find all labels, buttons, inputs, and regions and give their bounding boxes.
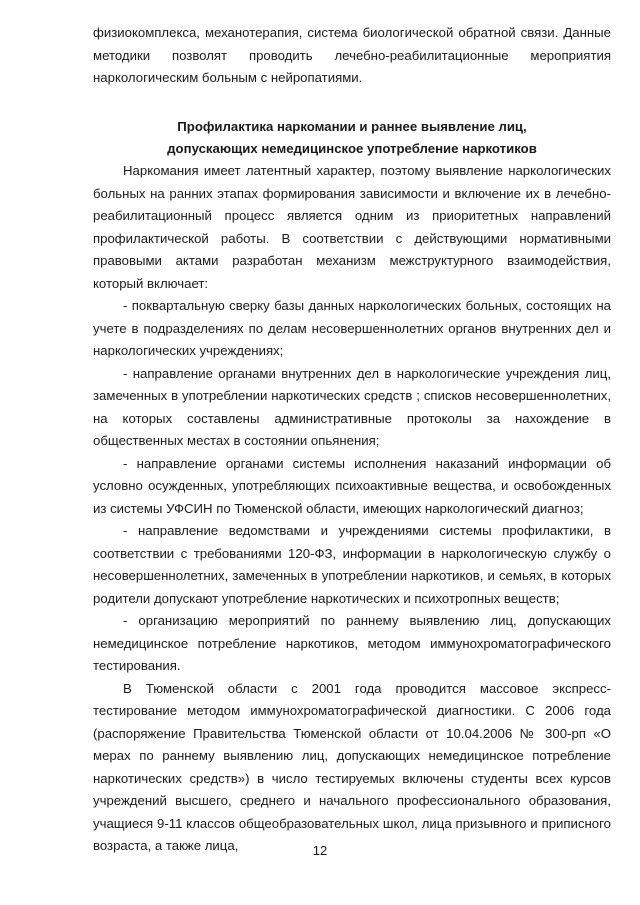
list-item-4: - направление ведомствами и учреждениями системы профилактики, в соответствии с требованиями 120-ФЗ, информации в наркологическую службу о несовершеннолетних, замеченных в употреблении наркотиков, и семьях, в которых родители допускают употребление наркотических и психотропных веществ; (93, 523, 611, 606)
list-item-5: - организацию мероприятий по раннему выявлению лиц, допускающих немедицинское потребление наркотиков, методом иммунохроматографического тестирования. (93, 613, 611, 673)
paragraph-1: Наркомания имеет латентный характер, поэтому выявление наркологических больных на ранних этапах формирования зависимости и включение их в лечебно-реабилитационный процесс является одним из приоритетных направлений профилактической работы. В соответствии с действующими нормативными правовыми актами разработан механизм межструктурного взаимодействия, который включает: (93, 163, 611, 291)
list-item-1: - поквартальную сверку базы данных наркологических больных, состоящих на учете в подразделениях по делам несовершеннолетних органов внутренних дел и наркологических учреждениях; (93, 298, 611, 358)
section-heading-line-1: Профилактика наркомании и раннее выявление лиц, (177, 119, 527, 134)
body-text (93, 160, 611, 858)
page-number: 12 (312, 843, 328, 858)
list-item-3: - направление органами системы исполнения наказаний информации об условно осужденных, употребляющих психоактивные вещества, и освобожденных из системы УФСИН по Тюменской области, имеющих наркологический диагноз; (93, 455, 611, 516)
list-item-2: - направление органами внутренних дел в наркологические учреждения лиц, замеченных в употреблении наркотических средств ; списков несовершеннолетних, на которых составлены административные протоколы за нахождение в общественных местах в состоянии опьянения; (93, 365, 611, 448)
paragraph-2: В Тюменской области с 2001 года проводится массовое экспресс-тестирование методом иммунохроматографической диагностики. С 2006 года (распоряжение Правительства Тюменской области от 10.04.2006 № 300-рп «О мерах по раннему выявлению лиц, допускающих немедицинское потребление наркотических средств») в число тестируемых включены студенты всех курсов учреждений высшего, среднего и начального профессионального образования, учащиеся 9-11 классов общеобразовательных школ, лица призывного и приписного возраста, а также лица, (93, 680, 611, 853)
intro-paragraph: физиокомплекса, механотерапия, система биологической обратной связи. Данные методики позволят проводить лечебно-реабилитационные мероприятия наркологическим больным с нейропатиями. (93, 25, 611, 85)
section-heading-line-2: допускающих немедицинское употребление наркотиков (167, 141, 537, 156)
intro-block (93, 22, 611, 90)
section-heading (93, 116, 611, 160)
